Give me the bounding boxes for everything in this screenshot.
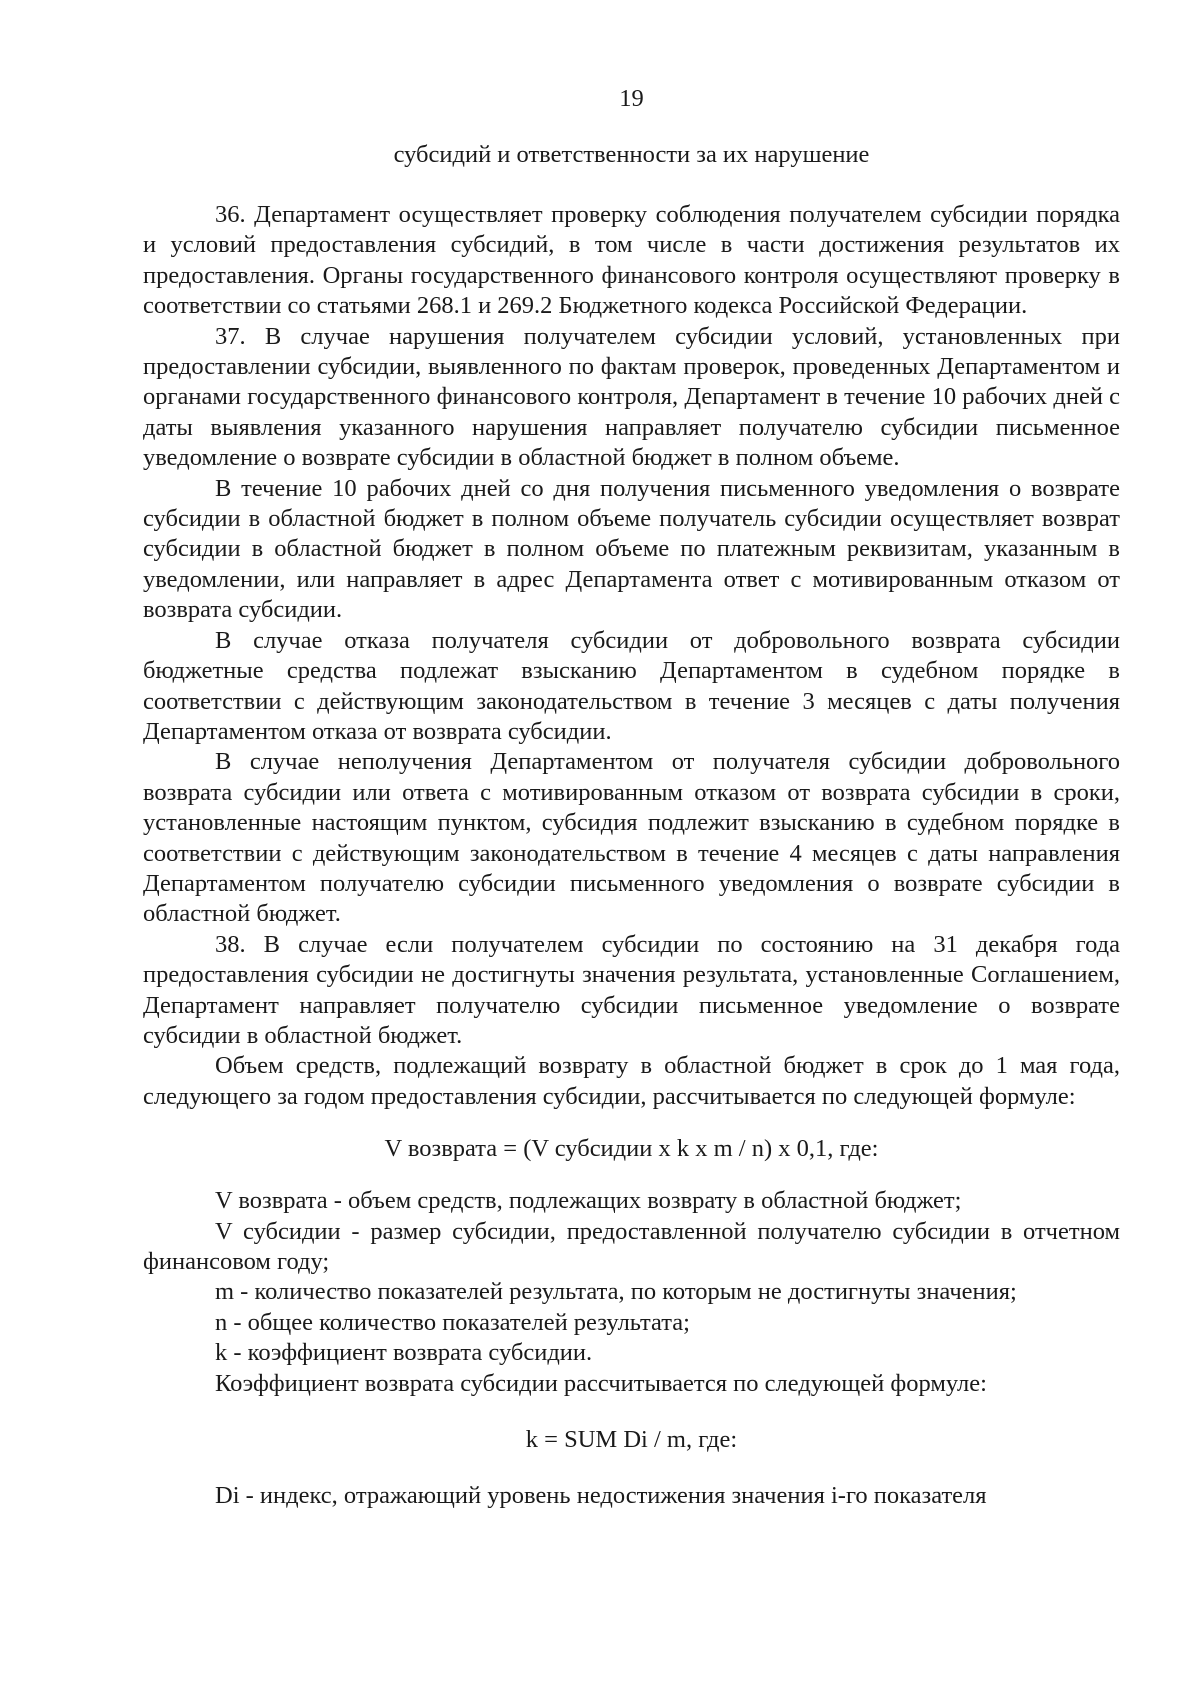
document-body xyxy=(143,200,1120,1511)
formula-return-volume: V возврата = (V субсидии x k x m / n) x 0,1, где: xyxy=(384,1135,879,1163)
paragraph-37-non-receipt: В случае неполучения Департаментом от получателя субсидии добровольного возврата субсидии или ответа с мотивированным отказом от возврата субсидии в сроки, установленные настоящим пунктом, субсидия подлежит взысканию в судебном порядке в соответствии с действующим законодательством в течение 4 месяцев с даты направления Департаментом получателю субсидии письменного уведомления о возврате субсидии в областной бюджет. xyxy=(143,748,1120,928)
paragraph-37: 37. В случае нарушения получателем субсидии условий, установленных при предоставлении субсидии, выявленного по фактам проверок, проведенных Департаментом и органами государственного финансового контроля, Департамент в течение 10 рабочих дней с даты выявления указанного нарушения направляет получателю субсидии письменное уведомление о возврате субсидии в областной бюджет в полном объеме. xyxy=(143,322,1120,472)
paragraph-38-volume: Объем средств, подлежащий возврату в областной бюджет в срок до 1 мая года, следующего за годом предоставления субсидии, рассчитывается по следующей формуле: xyxy=(143,1052,1120,1110)
definition-v-return: V возврата - объем средств, подлежащих возврату в областной бюджет; xyxy=(215,1187,962,1215)
paragraph-36: 36. Департамент осуществляет проверку соблюдения получателем субсидии порядка и условий предоставления субсидий, в том числе в части достижения результатов их предоставления. Органы государственного финансового контроля осуществляют проверку в соответствии со статьями 268.1 и 269.2 Бюджетного кодекса Российской Федерации. xyxy=(143,201,1120,320)
coefficient-intro: Коэффициент возврата субсидии рассчитывается по следующей формуле: xyxy=(215,1369,987,1397)
definition-v-subsidy: V субсидии - размер субсидии, предоставленной получателю субсидии в отчетном финансовом году; xyxy=(143,1217,1120,1275)
formula-coefficient: k = SUM Di / m, где: xyxy=(525,1426,738,1454)
page-number: 19 xyxy=(619,85,644,112)
paragraph-37-refusal: В случае отказа получателя субсидии от добровольного возврата субсидии бюджетные средства подлежат взысканию Департаментом в судебном порядке в соответствии с действующим законодательством в течение 3 месяцев с даты получения Департаментом отказа от возврата субсидии. xyxy=(143,626,1120,745)
definition-n: n - общее количество показателей результата; xyxy=(215,1308,690,1336)
definition-di: Di - индекс, отражающий уровень недостижения значения i-го показателя xyxy=(215,1482,987,1510)
definition-k: k - коэффициент возврата субсидии. xyxy=(215,1339,593,1367)
definition-m: m - количество показателей результата, по которым не достигнуты значения; xyxy=(215,1278,1017,1306)
section-heading: субсидий и ответственности за их нарушение xyxy=(393,141,870,168)
paragraph-37-return-term: В течение 10 рабочих дней со дня получения письменного уведомления о возврате субсидии в областной бюджет в полном объеме получатель субсидии осуществляет возврат субсидии в областной бюджет в полном объеме по платежным реквизитам, указанным в уведомлении, или направляет в адрес Департамента ответ с мотивированным отказом от возврата субсидии. xyxy=(143,474,1120,624)
paragraph-38: 38. В случае если получателем субсидии по состоянию на 31 декабря года предоставления субсидии не достигнуты значения результата, установленные Соглашением, Департамент направляет получателю субсидии письменное уведомление о возврате субсидии в областной бюджет. xyxy=(143,930,1120,1049)
